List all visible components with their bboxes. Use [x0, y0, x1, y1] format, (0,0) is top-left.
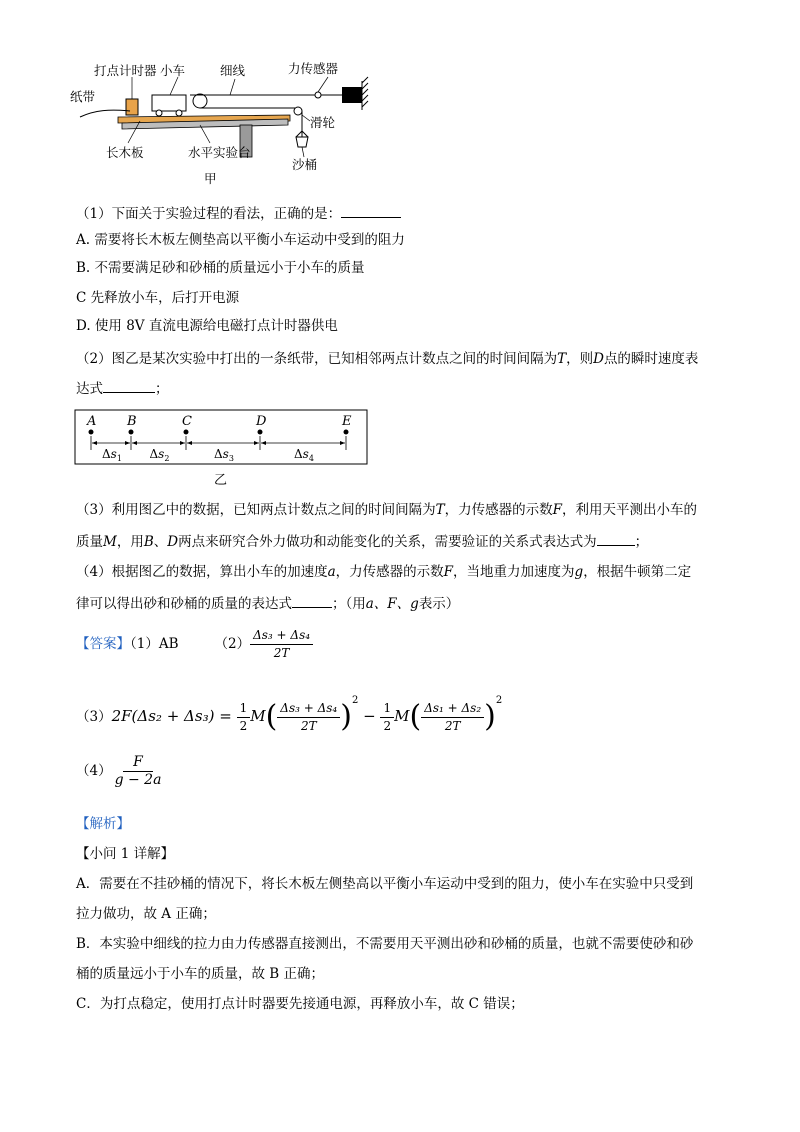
- label-table: 水平实验台: [188, 145, 251, 160]
- label-string: 细线: [220, 63, 246, 78]
- tape-point-label-b: B: [127, 414, 137, 429]
- label-sensor: 力传感器: [288, 61, 339, 76]
- label-cart: 小车: [160, 63, 186, 78]
- label-tape: 纸带: [70, 89, 96, 104]
- answer-3: （3）2F(Δs₂ + Δs₃) = $\frac{1}{2}$ M( $\frac{\text{Δs₃ + Δs₄}}{2T}$ )$^2$ − $\frac{1}{2}$ M( $\frac{\text{Δs₁ + Δs₂}}{2T}$ )$^2$: [76, 695, 503, 734]
- q1-option-d: D. 使用 8V 直流电源给电磁打点计时器供电: [76, 318, 338, 334]
- cart: [152, 95, 186, 111]
- tape-dot-c: [184, 430, 189, 435]
- tape-segment-label-2: $\Delta s_2$: [149, 447, 170, 463]
- caption-yi: 乙: [214, 473, 228, 488]
- q2-line-1: （2）图乙是某次实验中打出的一条纸带，已知相邻两点计数点之间的时间间隔为T，则D点的瞬时速度表: [76, 351, 699, 367]
- tape-dot-a: [89, 430, 94, 435]
- sand-bucket: [296, 137, 308, 147]
- answer-4: （4） $\frac{F}{g - 2a}$: [76, 753, 162, 788]
- q1-option-b: B. 不需要满足砂和砂桶的质量远小于小车的质量: [76, 260, 365, 276]
- label-timer: 打点计时器: [94, 63, 157, 78]
- tape-point-label-e: E: [342, 414, 352, 429]
- q3-line-1: （3）利用图乙中的数据，已知两点计数点之间的时间间隔为T，力传感器的示数F，利用天平测出小车的: [76, 502, 697, 518]
- paper-tape: [80, 110, 130, 117]
- label-bucket: 沙桶: [292, 157, 318, 172]
- tape-dot-e: [344, 430, 349, 435]
- analysis-tag: 【解析】: [76, 816, 130, 832]
- analysis-line-5: C．为打点稳定，使用打点计时器要先接通电源，再释放小车，故 C 错误；: [76, 996, 524, 1012]
- caption-jia: 甲: [204, 171, 217, 186]
- q4-line-1: （4）根据图乙的数据，算出小车的加速度a，力传感器的示数F，当地重力加速度为g，根据牛顿第二定: [76, 564, 692, 580]
- tape-point-label-c: C: [182, 414, 192, 429]
- label-board: 长木板: [106, 145, 144, 160]
- wall-mount: [342, 87, 362, 103]
- apparatus-diagram: [60, 55, 390, 190]
- q1-option-c: C 先释放小车，后打开电源: [76, 290, 240, 306]
- tape-point-label-d: D: [256, 414, 267, 429]
- q1-option-a: A. 需要将长木板左侧垫高以平衡小车运动中受到的阻力: [76, 232, 405, 248]
- tape-segment-label-1: $\Delta s_1$: [102, 447, 122, 463]
- q4-line-2: 律可以得出砂和砂桶的质量的表达式 ；（用a、F、g表示）: [76, 593, 459, 613]
- tape-diagram: [74, 408, 374, 490]
- analysis-line-1: A．需要在不挂砂桶的情况下，将长木板左侧垫高以平衡小车运动中受到的阻力，使小车在实验中只受到: [76, 876, 694, 892]
- label-pulley: 滑轮: [310, 115, 336, 130]
- answer-tag: 【答案】: [76, 636, 130, 652]
- answer-2-fraction: $\frac{\text{Δs₃ + Δs₄}}{2T}$: [250, 628, 313, 661]
- pulley-wheel: [294, 107, 302, 115]
- analysis-line-3: B．本实验中细线的拉力由力传感器直接测出，不需要用天平测出砂和砂桶的质量，也就不需要使砂和砂: [76, 936, 694, 952]
- tape-point-label-a: A: [87, 414, 97, 429]
- q1-stem: （1）下面关于实验过程的看法，正确的是：: [76, 203, 401, 223]
- force-sensor: [315, 92, 321, 98]
- analysis-subheading: 【小问 1 详解】: [76, 846, 175, 862]
- tape-dot-b: [129, 430, 134, 435]
- analysis-line-4: 桶的质量远小于小车的质量，故 B 正确；: [76, 966, 325, 982]
- timer: [126, 99, 138, 115]
- analysis-line-2: 拉力做功，故 A 正确；: [76, 906, 216, 922]
- tape-segment-label-4: $\Delta s_4$: [294, 447, 314, 463]
- tape-segment-label-3: $\Delta s_3$: [214, 447, 234, 463]
- q3-line-2: 质量M，用B、D两点来研究合外力做功和动能变化的关系，需要验证的关系式表达式为 ；: [76, 531, 648, 551]
- answer-1-2: 【答案】（1）AB （2） $\frac{\text{Δs₃ + Δs₄}}{2T}$: [76, 624, 313, 664]
- tape-dot-d: [258, 430, 263, 435]
- q2-line-2: 达式 ；: [76, 378, 169, 398]
